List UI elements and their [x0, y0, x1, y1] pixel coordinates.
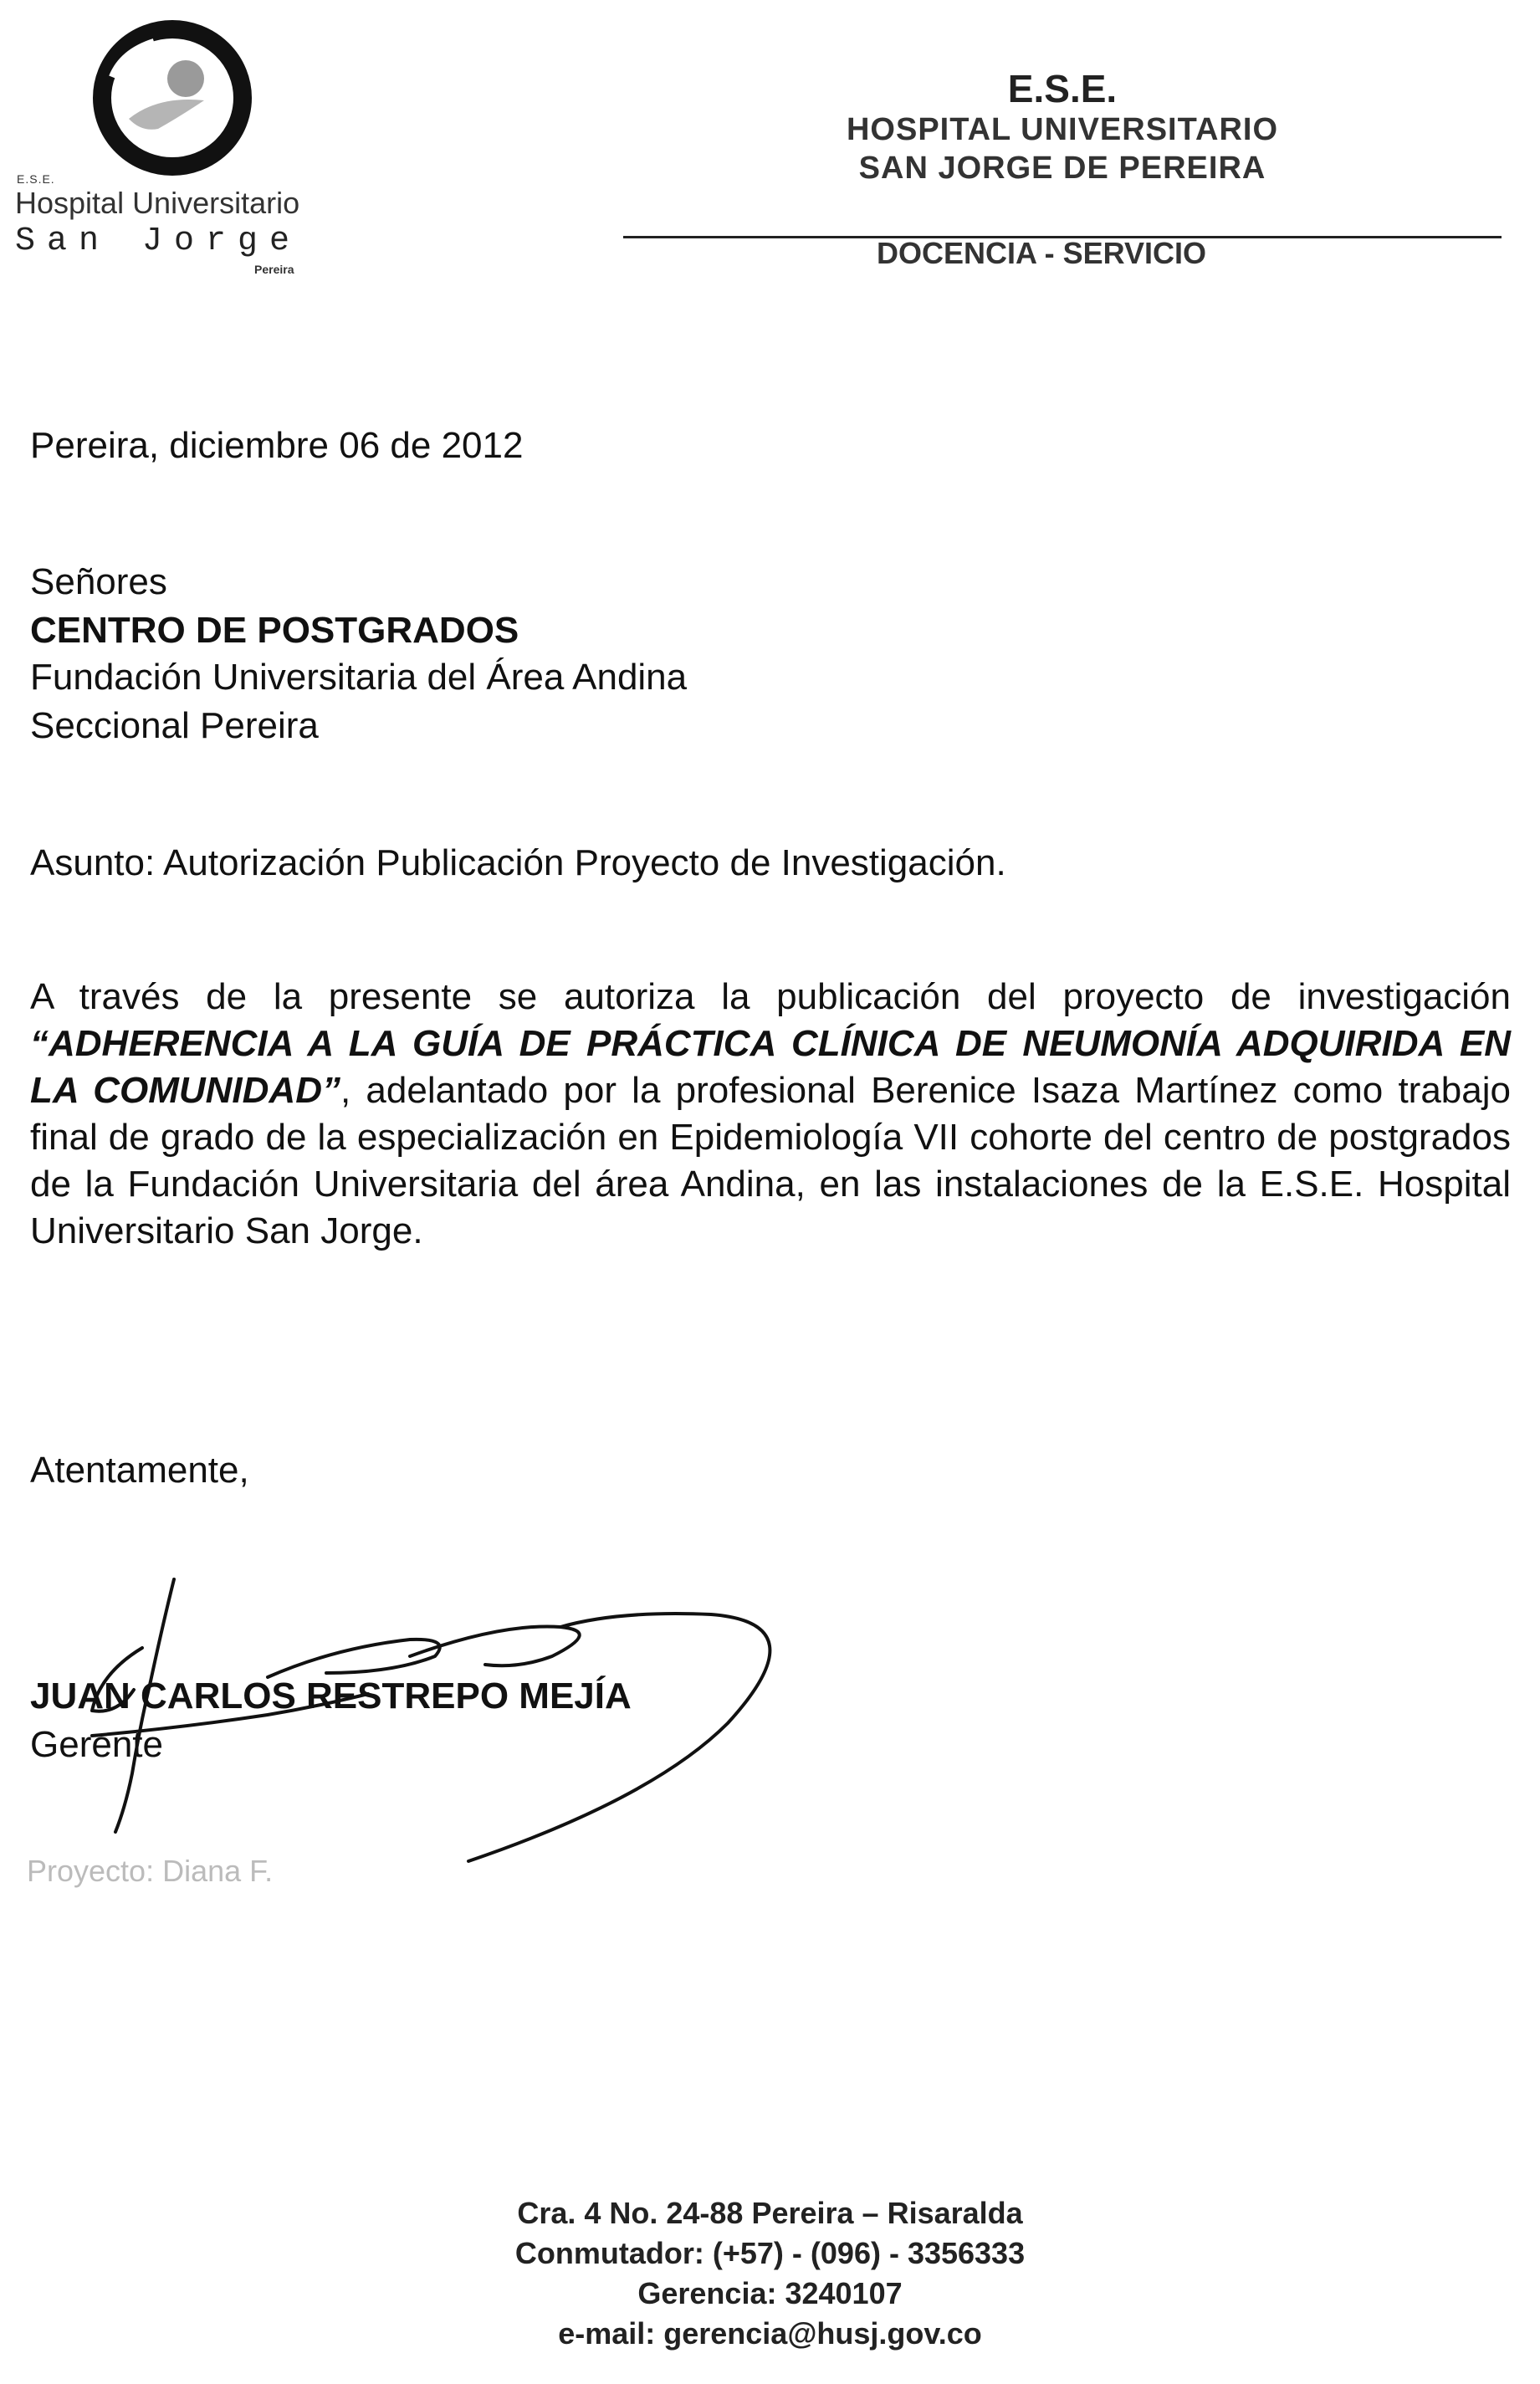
letter-date: Pereira, diciembre 06 de 2012	[30, 425, 524, 466]
letter-recipient: CENTRO DE POSTGRADOS	[30, 610, 519, 651]
letter-subject: Asunto: Autorización Publicación Proyecto de Investigación.	[30, 842, 1006, 883]
logo-ese-label: E.S.E.	[17, 172, 55, 186]
body-rest: , adelantado por la profesional Berenice Isaza Martínez como trabajo final de grado de la especialización en Epidemiología VII cohorte del centro de postgrados de la Fundación Universitaria del área Andina, en las instalaciones de la E.S.E. Hospital Universitario San Jorge.	[30, 1070, 1511, 1251]
letterhead-right	[623, 67, 1502, 187]
logo-name-label: San Jorge	[15, 223, 302, 260]
letter-salutation: Señores	[30, 561, 167, 602]
logo-hospital-label: Hospital Universitario	[15, 186, 300, 220]
header-hospital-line2: SAN JORGE DE PEREIRA	[858, 151, 1266, 186]
letter-branch: Seccional Pereira	[30, 705, 319, 746]
signer-title: Gerente	[30, 1724, 163, 1765]
footer-email: e-mail: gerencia@husj.gov.co	[558, 2316, 982, 2351]
header-ese: E.S.E.	[1007, 67, 1118, 110]
footer-management: Gerencia: 3240107	[637, 2276, 903, 2310]
footer-switchboard: Conmutador: (+57) - (096) - 3356333	[514, 2236, 1026, 2270]
header-department: DOCENCIA - SERVICIO	[876, 236, 1207, 270]
hospital-logo	[12, 18, 330, 278]
logo-city-label: Pereira	[254, 263, 294, 276]
project-title: “ADHERENCIA A LA GUÍA DE PRÁCTICA CLÍNICA DE NEUMONÍA ADQUIRIDA EN LA COMUNIDAD”	[30, 1023, 1511, 1111]
footer-address: Cra. 4 No. 24-88 Pereira – Risaralda	[517, 2196, 1023, 2230]
letter-body-paragraph	[30, 974, 1511, 1255]
letter-institution: Fundación Universitaria del Área Andina	[30, 657, 688, 698]
drafted-by-note: Proyecto: Diana F.	[27, 1854, 274, 1888]
header-hospital-line1: HOSPITAL UNIVERSITARIO	[846, 112, 1279, 147]
footer-contact	[0, 2193, 1540, 2354]
signer-name: JUAN CARLOS RESTREPO MEJÍA	[30, 1675, 632, 1716]
letter-closing: Atentamente,	[30, 1450, 249, 1491]
body-intro: A través de la presente se autoriza la publicación del proyecto de investigación	[30, 976, 1511, 1017]
handwritten-signature	[17, 1548, 811, 1874]
hospital-emblem-icon	[79, 18, 271, 177]
